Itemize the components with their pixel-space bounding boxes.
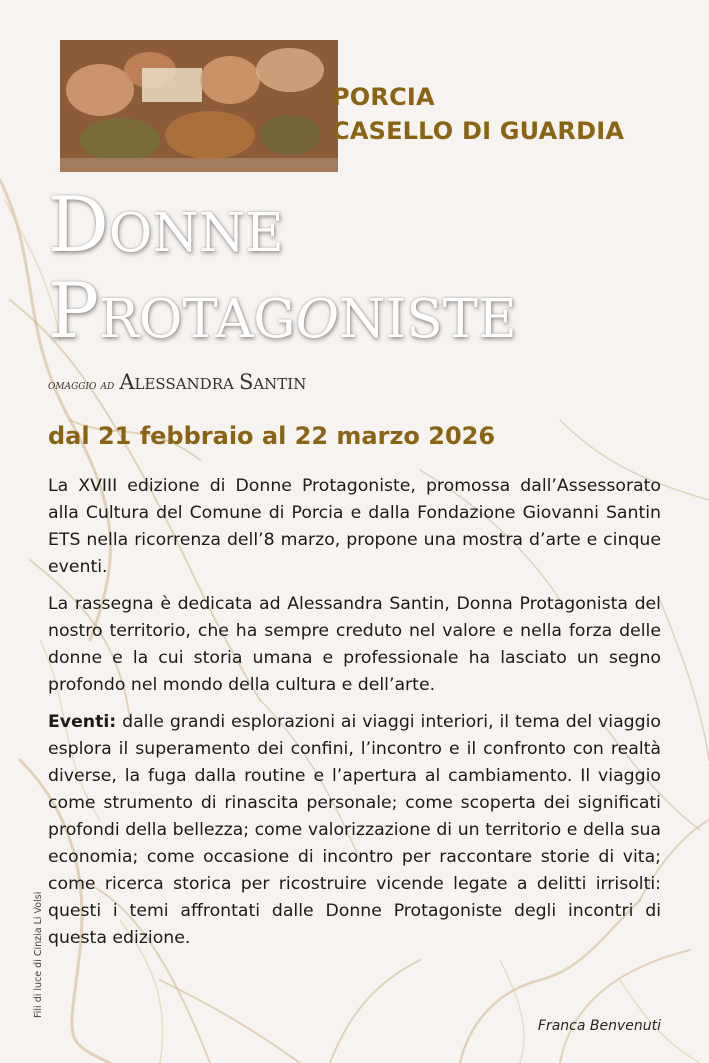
title-line-1: Donne xyxy=(48,180,284,269)
author-signature: Franca Benvenuti xyxy=(537,1018,661,1034)
venue-city: PORCIA xyxy=(332,83,435,111)
title-line-2 xyxy=(48,266,517,355)
subtitle-first-name: Alessandra xyxy=(119,370,234,394)
event-dates: dal 21 febbraio al 22 marzo 2026 xyxy=(48,422,496,450)
title-line-2-part-c: niste xyxy=(339,266,517,355)
events-label: Eventi: xyxy=(48,712,117,732)
subtitle-last-name: Santin xyxy=(238,370,307,394)
fresco-fragment-image xyxy=(60,40,338,172)
artwork-credit: Fili di luce di Cinzia Li Volsi xyxy=(33,891,44,1018)
paragraph-events xyxy=(48,709,661,952)
subtitle-dedication xyxy=(48,370,306,394)
events-text: dalle grandi esplorazioni ai viaggi interiori, il tema del viaggio esplora il superamento dei confini, l’incontro e il confronto con realtà diverse, la fuga dalla routine e l’apertura al cambiamento. Il viaggio come strumento di rinascita personale; come scoperta dei significati profondi della bellezza; come valorizzazione di un territorio e della sua economia; come occasione di incontro per raccontare storie di vita; come ricerca storica per ricostruire vicende legate a delitti irrisolti: questi i temi affrontati dalle Donne Protagoniste degli incontri di questa edizione. xyxy=(48,712,661,948)
venue-place: CASELLO DI GUARDIA xyxy=(332,117,625,145)
subtitle-prefix: omaggio ad xyxy=(48,378,115,393)
body-text xyxy=(48,473,661,962)
paragraph-dedication: La rassegna è dedicata ad Alessandra Santin, Donna Protagonista del nostro territorio, che ha sempre creduto nel valore e nella forza delle donne e la cui storia umana e professionale ha lasciato un segno profondo nel mondo della cultura e dell’arte. xyxy=(48,594,661,695)
title-line-2-part-a: Protag xyxy=(48,266,296,355)
paragraph-intro: La XVIII edizione di Donne Protagoniste, promossa dall’Assessorato alla Cultura del Comune di Porcia e dalla Fondazione Giovanni Santin ETS nella ricorrenza dell’8 marzo, propone una mostra d’arte e cinque eventi. xyxy=(48,476,661,577)
venue-heading xyxy=(332,80,624,148)
title-line-2-part-b: o xyxy=(295,266,340,355)
